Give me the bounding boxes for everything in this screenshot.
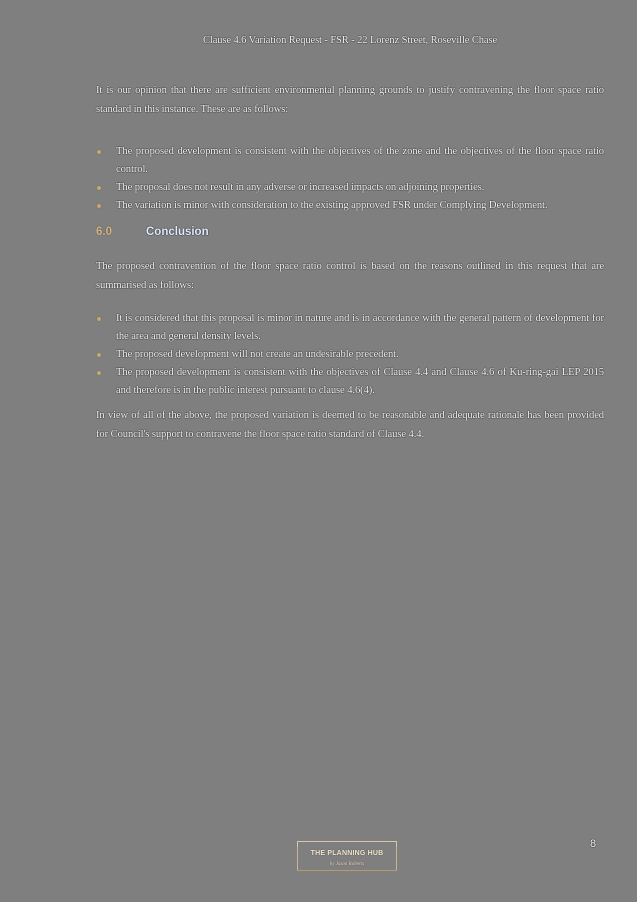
list-item-text: The proposal does not result in any adverse or increased impacts on adjoining properties. xyxy=(116,182,485,193)
section-title: Conclusion xyxy=(146,226,209,238)
running-header: Clause 4.6 Variation Request - FSR - 22 Lorenz Street, Roseville Chase xyxy=(202,35,498,46)
grounds-list xyxy=(96,143,604,215)
list-item-text: The proposed development will not create an undesirable precedent. xyxy=(116,349,399,360)
list-item-text: The proposed development is consistent with the objectives of the zone and the objectives of the floor space ratio control. xyxy=(116,146,604,175)
logo-frame-bottom xyxy=(297,870,397,871)
bullet-icon xyxy=(97,317,101,321)
bullet-icon xyxy=(97,186,101,190)
list-item xyxy=(96,346,604,364)
list-item-text: It is considered that this proposal is minor in nature and is in accordance with the general pattern of development for the area and general density levels. xyxy=(116,313,604,342)
list-item-text: The variation is minor with consideration to the existing approved FSR under Complying Development. xyxy=(116,200,548,211)
closing-paragraph: In view of all of the above, the proposed variation is deemed to be reasonable and adequate rationale has been provided for Council's support to contravene the floor space ratio standard of Clause 4.4. xyxy=(96,410,604,440)
list-item xyxy=(96,310,604,346)
conclusion-paragraph: The proposed contravention of the floor space ratio control is based on the reasons outlined in this request that are summarised as follows: xyxy=(96,261,604,291)
bullet-icon xyxy=(97,353,101,357)
list-item xyxy=(96,197,604,215)
intro-paragraph: It is our opinion that there are sufficient environmental planning grounds to justify contravening the floor space ratio standard in this instance. These are as follows: xyxy=(96,85,604,115)
bullet-icon xyxy=(97,204,101,208)
logo-tagline: by Jason Roberts xyxy=(329,862,365,867)
bullet-icon xyxy=(97,371,101,375)
list-item-text: The proposed development is consistent with the objectives of Clause 4.4 and Clause 4.6 of Ku-ring-gai LEP 2015 and therefore is in the public interest pursuant to clause 4.6(4). xyxy=(116,367,604,396)
bullet-icon xyxy=(97,150,101,154)
list-item xyxy=(96,143,604,179)
section-heading xyxy=(96,226,209,238)
list-item xyxy=(96,179,604,197)
company-logo xyxy=(297,841,397,874)
list-item xyxy=(96,364,604,400)
page-number: 8 xyxy=(590,838,597,850)
section-number: 6.0 xyxy=(96,226,112,238)
logo-frame-top xyxy=(297,841,397,846)
logo-brand-text: THE PLANNING HUB xyxy=(310,850,384,857)
conclusion-list xyxy=(96,310,604,400)
